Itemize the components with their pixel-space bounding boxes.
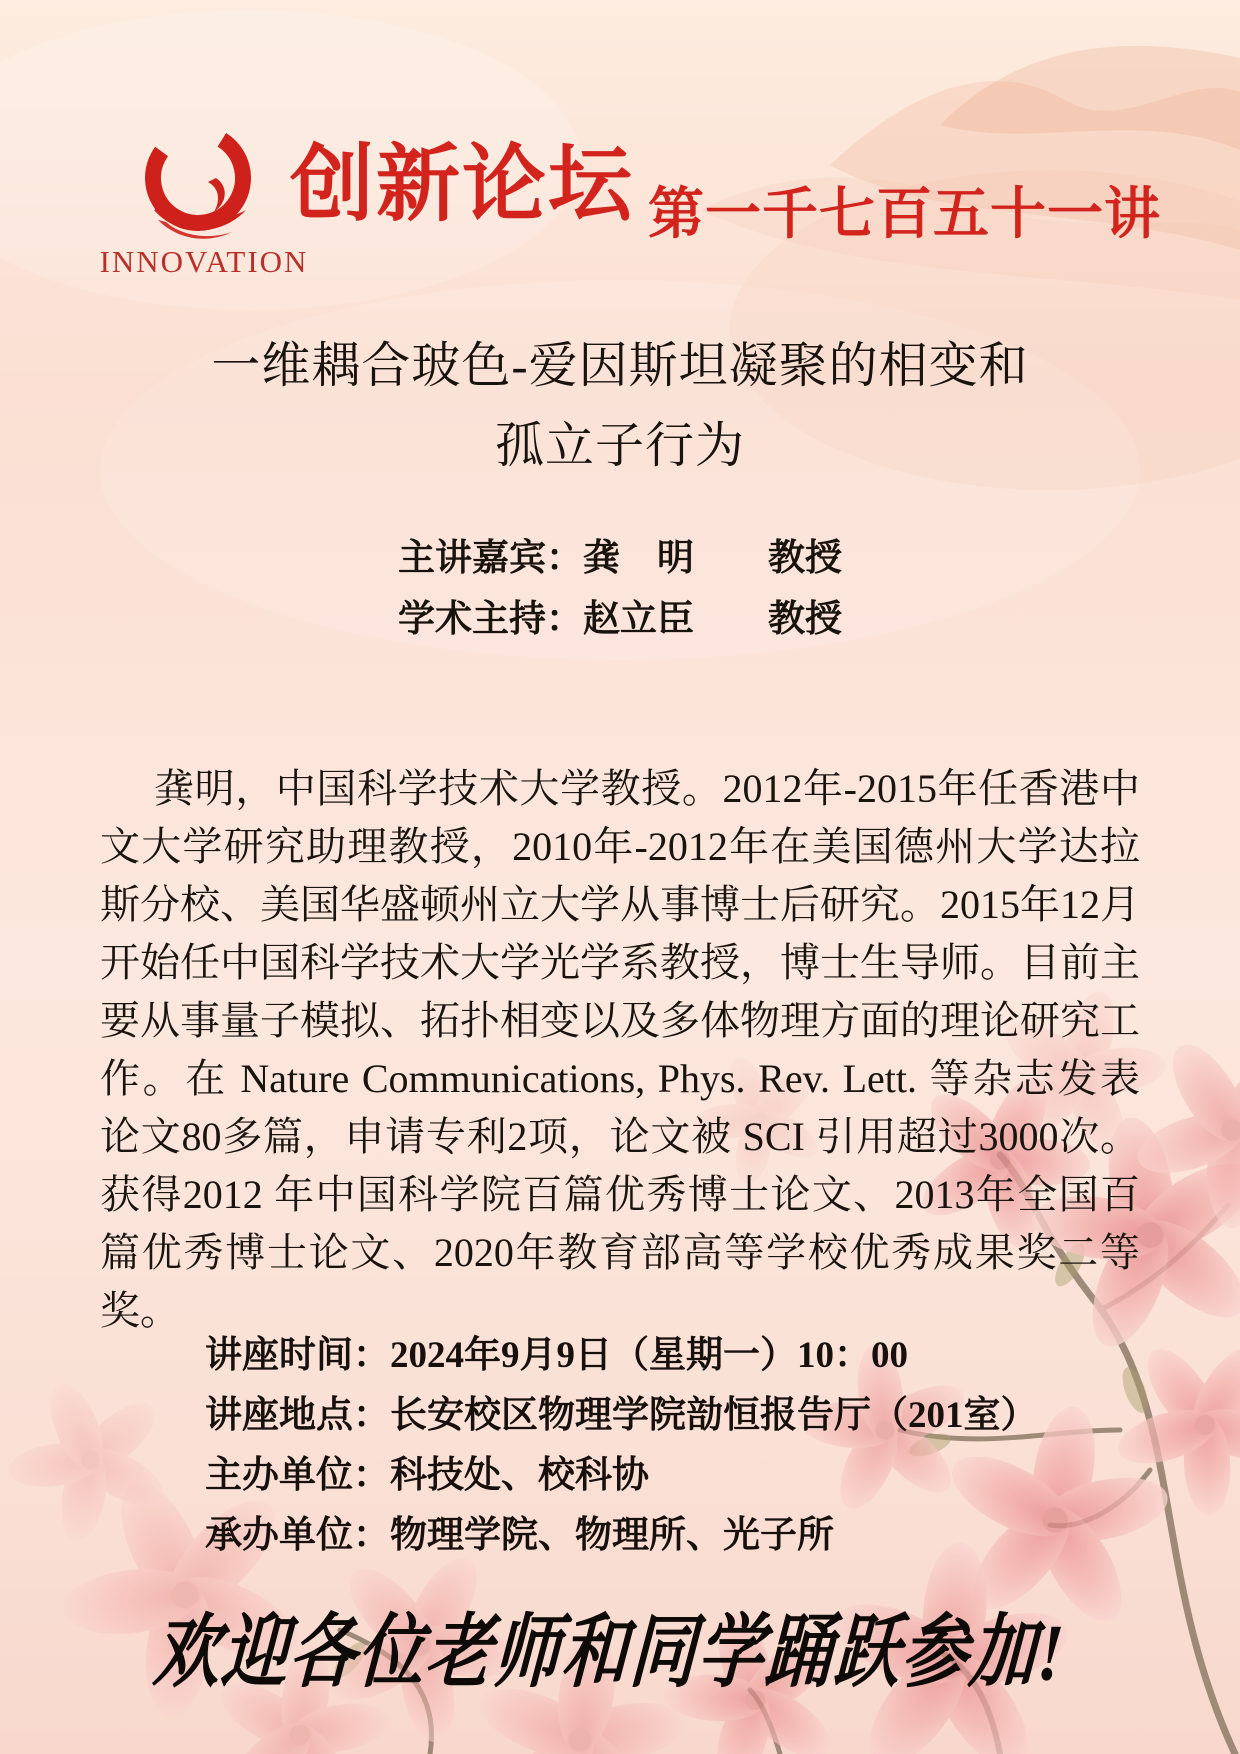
detail-value: 物理学院、物理所、光子所 <box>390 1515 834 1556</box>
forum-title: 创新论坛 <box>290 139 635 232</box>
detail-row-organizer <box>205 1446 1038 1506</box>
host-line: 学术主持：赵立臣 教授 <box>398 599 842 640</box>
lecture-number: 第一千七百五十一讲 <box>648 184 1161 246</box>
detail-value: 2024年9月9日（星期一）10：00 <box>390 1335 908 1376</box>
detail-label: 讲座地点： <box>205 1395 390 1436</box>
detail-value: 科技处、校科协 <box>390 1455 649 1496</box>
detail-value: 长安校区物理学院勏恒报告厅（201室） <box>390 1395 1038 1436</box>
lecture-title <box>0 326 1240 486</box>
lecture-title-line1: 一维耦合玻色-爱因斯坦凝聚的相变和 <box>211 338 1029 393</box>
detail-label: 主办单位： <box>205 1455 390 1496</box>
detail-row-location <box>205 1386 1038 1446</box>
lecture-title-line2: 孤立子行为 <box>494 418 745 473</box>
detail-row-co-organizer <box>205 1506 1038 1566</box>
speaker-line: 主讲嘉宾：龚 明 教授 <box>398 538 842 579</box>
logo-wordmark: INNOVATION <box>99 244 309 279</box>
speaker-biography: 龚明，中国科学技术大学教授。2012年-2015年任香港中文大学研究助理教授，2010年-2012年在美国德州大学达拉斯分校、美国华盛顿州立大学从事博士后研究。2015年12月开始任中国科学技术大学光学系教授，博士生导师。目前主要从事量子模拟、拓扑相变以及多体物理方面的理论研究工作。在 Nature Communications, Phys. Rev. Lett. 等杂志发表论文80多篇，申请专利2项，论文被 SCI 引用超过3000次。获得2012 年中国科学院百篇优秀博士论文、2013年全国百篇优秀博士论文、2020年教育部高等学校优秀成果奖二等奖。 <box>100 766 1140 1333</box>
detail-label: 承办单位： <box>205 1515 390 1556</box>
speakers-block <box>0 528 1240 650</box>
detail-row-time <box>205 1326 1038 1386</box>
innovation-logo-icon <box>128 120 268 246</box>
welcome-message: 欢迎各位老师和同学踊跃参加! <box>151 1608 1068 1698</box>
event-details <box>205 1326 1038 1566</box>
detail-label: 讲座时间： <box>205 1335 390 1376</box>
